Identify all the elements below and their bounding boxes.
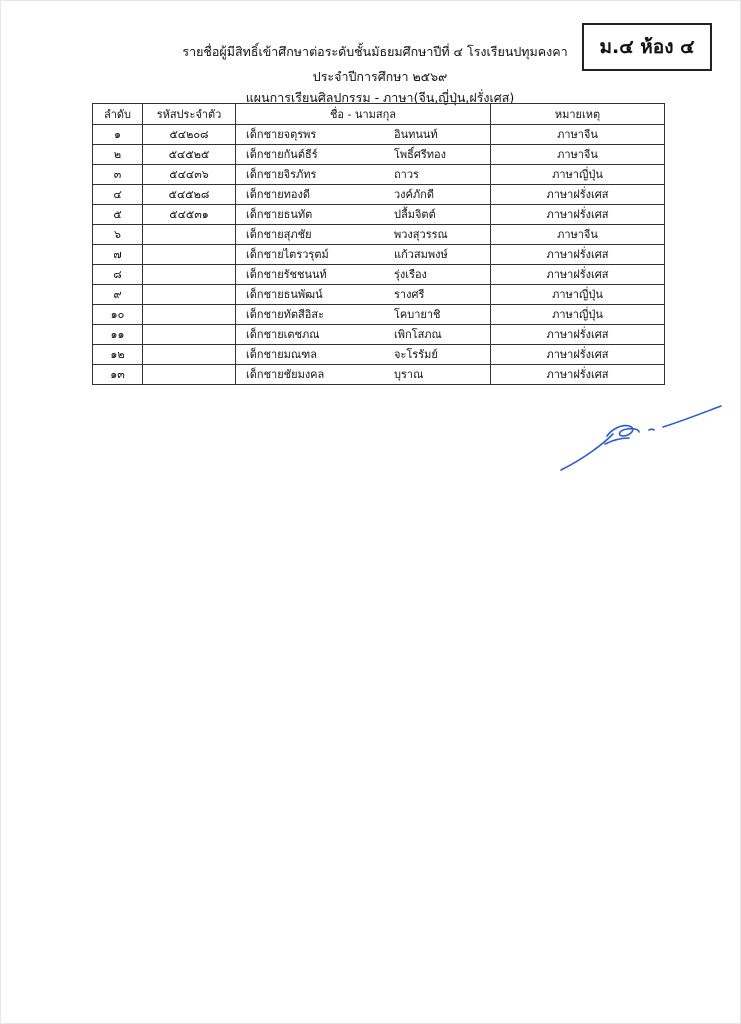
name-wrap [240,285,486,304]
row-first-name: เด็กชายธนทัต [246,208,313,221]
row-number: ๑๒ [93,345,143,365]
row-full-name [236,125,491,145]
name-wrap [240,245,486,264]
row-number: ๔ [93,185,143,205]
row-last-name: แก้วสมพงษ์ [394,248,448,261]
name-wrap [240,305,486,324]
row-number: ๙ [93,285,143,305]
row-first-name: เด็กชายจตุรพร [246,128,317,141]
column-header-note: หมายเหตุ [491,104,665,125]
row-last-name: รางศรี [394,288,425,301]
name-wrap [240,205,486,224]
name-wrap [240,345,486,364]
row-last-name: บุราณ [394,368,424,381]
table-row [93,305,665,325]
row-student-id [143,325,236,345]
class-label-box [582,23,712,71]
row-first-name: เด็กชายกันต์ธีร์ [246,148,318,161]
table-row [93,125,665,145]
row-last-name: พวงสุวรรณ [394,228,448,241]
row-last-name: อินทนนท์ [394,128,438,141]
row-full-name [236,185,491,205]
row-full-name [236,145,491,165]
row-number: ๘ [93,265,143,285]
row-note: ภาษาฝรั่งเศส [491,245,665,265]
row-first-name: เด็กชายชัยมงคล [246,368,325,381]
column-header-id: รหัสประจำตัว [143,104,236,125]
row-first-name: เด็กชายมณฑล [246,348,317,361]
column-header-number: ลำดับ [93,104,143,125]
row-note: ภาษาจีน [491,145,665,165]
name-wrap [240,165,486,184]
name-wrap [240,145,486,164]
row-note: ภาษาญี่ปุ่น [491,305,665,325]
row-full-name [236,225,491,245]
row-full-name [236,325,491,345]
name-wrap [240,125,486,144]
name-wrap [240,185,486,204]
row-first-name: เด็กชายรัชชนนท์ [246,268,327,281]
row-first-name: เด็กชายทองดี [246,188,311,201]
row-note: ภาษาญี่ปุ่น [491,165,665,185]
row-first-name: เด็กชายเตชภณ [246,328,320,341]
row-last-name: โพธิ์ศรีทอง [394,148,446,161]
row-full-name [236,245,491,265]
row-number: ๕ [93,205,143,225]
table-header-row [93,104,665,125]
row-note: ภาษาจีน [491,125,665,145]
row-first-name: เด็กชายธนพัฒน์ [246,288,323,301]
row-student-id: ๕๔๕๒๘ [143,185,236,205]
row-student-id [143,245,236,265]
table-row [93,325,665,345]
row-note: ภาษาญี่ปุ่น [491,285,665,305]
row-student-id [143,345,236,365]
name-wrap [240,225,486,244]
name-wrap [240,325,486,344]
row-number: ๗ [93,245,143,265]
row-last-name: วงค์ภักดี [394,188,434,201]
signature-icon [555,400,725,480]
row-student-id: ๕๔๒๐๘ [143,125,236,145]
row-student-id: ๕๔๕๓๑ [143,205,236,225]
row-last-name: จะโรรัมย์ [394,348,438,361]
row-student-id [143,265,236,285]
row-note: ภาษาฝรั่งเศส [491,265,665,285]
row-note: ภาษาฝรั่งเศส [491,345,665,365]
table-row [93,245,665,265]
row-full-name [236,285,491,305]
row-student-id: ๕๔๔๓๖ [143,165,236,185]
row-student-id: ๕๔๕๒๕ [143,145,236,165]
table-row [93,265,665,285]
table-row [93,345,665,365]
title-line-3: แผนการเรียนศิลปกรรม - ภาษา(จีน,ญี่ปุ่น,ฝรั่งเศส) [245,90,515,105]
row-student-id [143,285,236,305]
row-last-name: โคบายาชิ [394,308,441,321]
table-row [93,165,665,185]
row-full-name [236,205,491,225]
row-note: ภาษาฝรั่งเศส [491,185,665,205]
name-wrap [240,265,486,284]
row-number: ๒ [93,145,143,165]
row-number: ๑๓ [93,365,143,385]
row-student-id [143,365,236,385]
row-first-name: เด็กชายไตรวรุตม์ [246,248,329,261]
table-row [93,225,665,245]
row-number: ๓ [93,165,143,185]
row-full-name [236,265,491,285]
column-header-name: ชื่อ - นามสกุล [236,104,491,125]
table-row [93,205,665,225]
row-note: ภาษาฝรั่งเศส [491,205,665,225]
name-wrap [240,365,486,384]
row-student-id [143,225,236,245]
row-student-id [143,305,236,325]
row-last-name: ปลื้มจิตต์ [394,208,436,221]
title-line-1: รายชื่อผู้มีสิทธิ์เข้าศึกษาต่อระดับชั้นมัธยมศึกษาปีที่ ๔ โรงเรียนปทุมคงคา [182,44,568,59]
row-note: ภาษาจีน [491,225,665,245]
row-last-name: ถาวร [394,168,419,181]
student-roster-table [92,103,665,385]
row-full-name [236,365,491,385]
table-row [93,285,665,305]
row-last-name: เพิกโสภณ [394,328,442,341]
row-number: ๖ [93,225,143,245]
row-note: ภาษาฝรั่งเศส [491,325,665,345]
row-note: ภาษาฝรั่งเศส [491,365,665,385]
table-body [93,125,665,385]
table-row [93,185,665,205]
row-first-name: เด็กชายสุภชัย [246,228,312,241]
row-first-name: เด็กชายจิรภัทร [246,168,317,181]
row-number: ๑๑ [93,325,143,345]
table-row [93,365,665,385]
title-line-2: ประจำปีการศึกษา ๒๕๖๙ [312,69,448,84]
row-full-name [236,345,491,365]
row-number: ๑ [93,125,143,145]
row-first-name: เด็กชายทัตสีอิสะ [246,308,324,321]
row-full-name [236,305,491,325]
class-label: ม.๔ ห้อง ๔ [599,36,695,58]
row-full-name [236,165,491,185]
table-row [93,145,665,165]
row-number: ๑๐ [93,305,143,325]
row-last-name: รุ่งเรือง [394,268,427,281]
